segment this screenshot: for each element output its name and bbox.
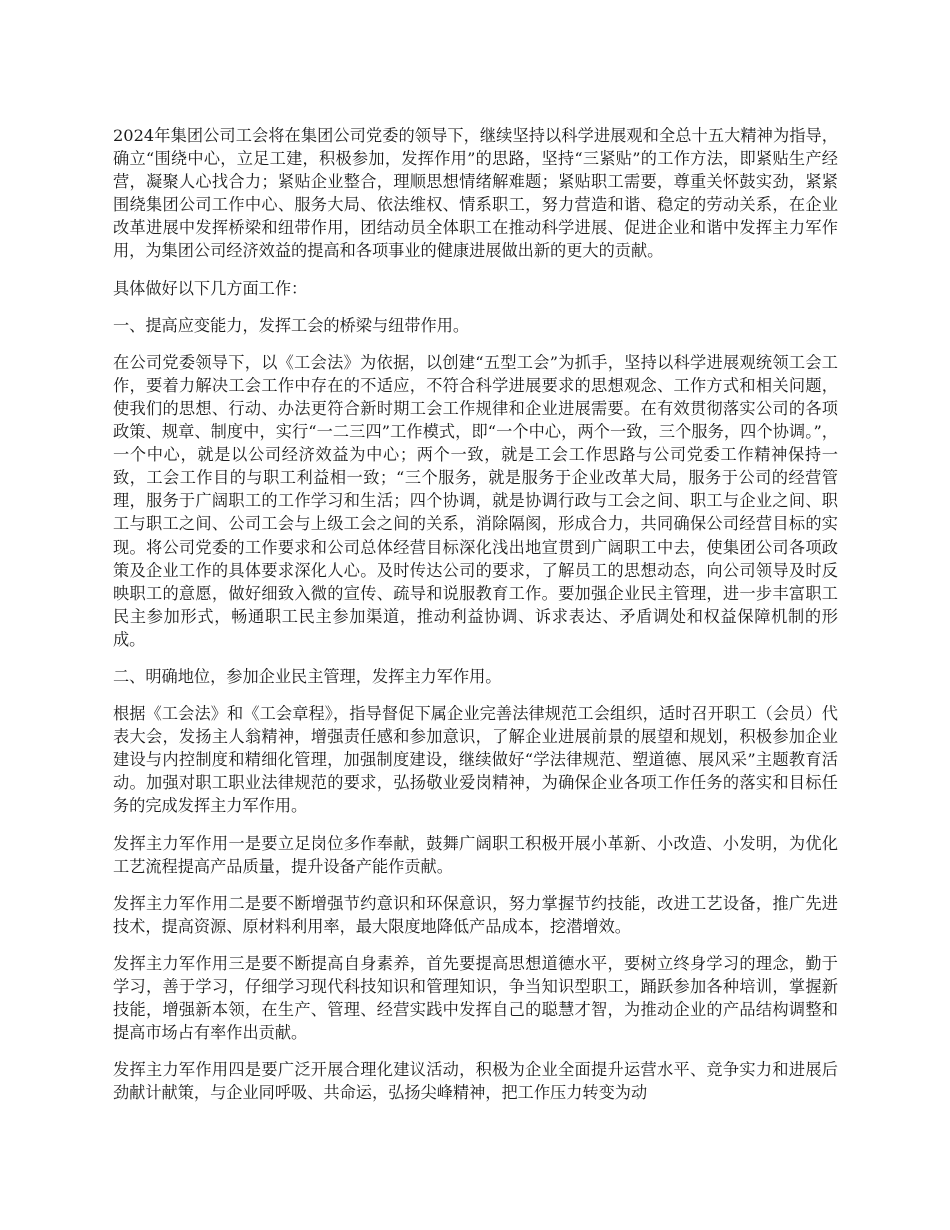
role-point-1: 发挥主力军作用一是要立足岗位多作奉献，鼓舞广阔职工积极开展小革新、小改造、小发明，为优化工艺流程提高产品质量，提升设备产能作贡献。: [113, 833, 838, 876]
role-point-2: 发挥主力军作用二是要不断增强节约意识和环保意识，努力掌握节约技能，改进工艺设备，推广先进技术，提高资源、原材料利用率，最大限度地降低产品成本，挖潜增效。: [113, 893, 838, 936]
role-point-3: 发挥主力军作用三是要不断提高自身素养，首先要提高思想道德水平，要树立终身学习的理念，勤于学习，善于学习，仔细学习现代科技知识和管理知识，争当知识型职工，踊跃参加各种培训，掌握新技能，增强新本领，在生产、管理、经营实践中发挥自己的聪慧才智，为推动企业的产品结构调整和提高市场占有率作出贡献。: [113, 953, 838, 1043]
work-list-heading: 具体做好以下几方面工作：: [113, 278, 308, 298]
section-1-heading: 一、提高应变能力，发挥工会的桥梁与纽带作用。: [113, 315, 470, 335]
document-body: [113, 124, 838, 1118]
role-point-4: 发挥主力军作用四是要广泛开展合理化建议活动，积极为企业全面提升运营水平、竞争实力和进展后劲献计献策，与企业同呼吸、共命运，弘扬尖峰精神，把工作压力转变为动: [113, 1060, 838, 1103]
section-2-heading: 二、明确地位，参加企业民主管理，发挥主力军作用。: [113, 666, 502, 686]
section-2-body: 根据《工会法》和《工会章程》，指导督促下属企业完善法律规范工会组织，适时召开职工（会员）代表大会，发扬主人翁精神，增强责任感和参加意识，了解企业进展前景的展望和规划，积极参加企业建设与内控制度和精细化管理，加强制度建设，继续做好“学法律规范、塑道德、展风采”主题教育活动。加强对职工职业法律规范的要求，弘扬敬业爱岗精神，为确保企业各项工作任务的落实和目标任务的完成发挥主力军作用。: [113, 704, 838, 816]
section-1-body: 在公司党委领导下，以《工会法》为依据，以创建“五型工会”为抓手，坚持以科学进展观统领工会工作，要着力解决工会工作中存在的不适应，不符合科学进展要求的思想观念、工作方式和相关问题，使我们的思想、行动、办法更符合新时期工会工作规律和企业进展需要。在有效贯彻落实公司的各项政策、规章、制度中，实行“一二三四”工作模式，即“一个中心，两个一致，三个服务，四个协调。”，一个中心，就是以公司经济效益为中心；两个一致，就是工会工作思路与公司党委工作精神保持一致，工会工作目的与职工利益相一致；“三个服务，就是服务于企业改革大局，服务于公司的经营管理，服务于广阔职工的工作学习和生活；四个协调，就是协调行政与工会之间、职工与企业之间、职工与职工之间、公司工会与上级工会之间的关系，消除隔阂，形成合力，共同确保公司经营目标的实现。将公司党委的工作要求和公司总体经营目标深化浅出地宣贯到广阔职工中去，使集团公司各项政策及企业工作的具体要求深化人心。及时传达公司的要求，了解员工的思想动态，向公司领导及时反映职工的意愿，做好细致入微的宣传、疏导和说服教育工作。要加强企业民主管理，进一步丰富职工民主参加形式，畅通职工民主参加渠道，推动利益协调、诉求表达、矛盾调处和权益保障机制的形成。: [113, 352, 838, 649]
intro-paragraph: 2024年集团公司工会将在集团公司党委的领导下，继续坚持以科学进展观和全总十五大精神为指导，确立“围绕中心，立足工建，积极参加，发挥作用”的思路，坚持“三紧贴”的工作方法，即紧贴生产经营，凝聚人心找合力；紧贴企业整合，理顺思想情绪解难题；紧贴职工需要，尊重关怀鼓实劲，紧紧围绕集团公司工作中心、服务大局、依法维权、情系职工，努力营造和谐、稳定的劳动关系，在企业改革进展中发挥桥梁和纽带作用，团结动员全体职工在推动科学进展、促进企业和谐中发挥主力军作用，为集团公司经济效益的提高和各项事业的健康进展做出新的更大的贡献。: [113, 126, 838, 261]
